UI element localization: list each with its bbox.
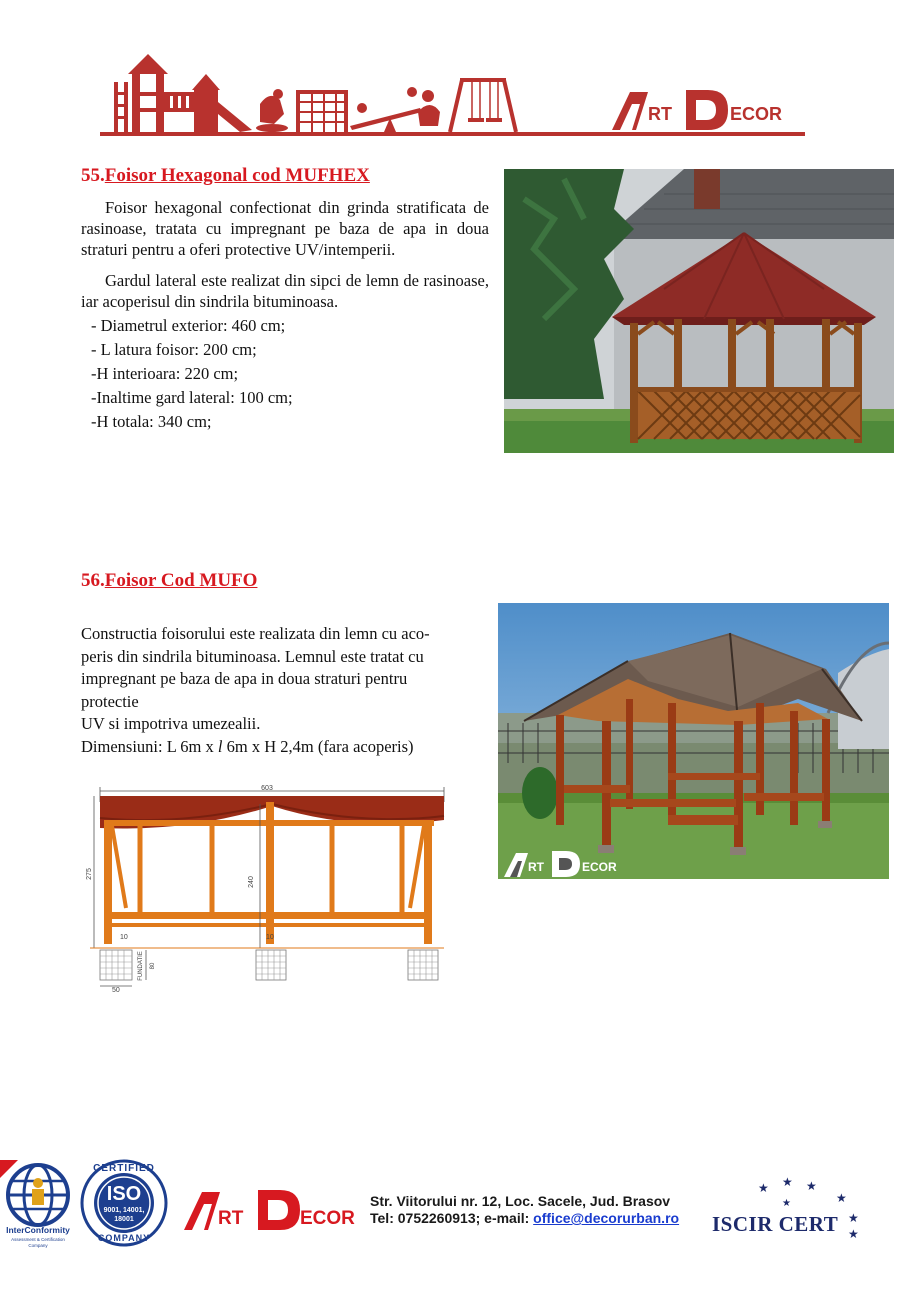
footer-brand-ecor: ECOR xyxy=(300,1208,355,1229)
square-gazebo-photo xyxy=(498,603,889,879)
footer-email-link[interactable]: office@decorurban.ro xyxy=(533,1210,680,1226)
artdecor-watermark-icon xyxy=(504,849,644,877)
spec-item: -Inaltime gard lateral: 100 cm; xyxy=(91,388,293,407)
spec-item: -H interioara: 220 cm; xyxy=(91,364,239,383)
iso-codes-text: 9001, 14001, xyxy=(103,1207,145,1214)
product-55-photo xyxy=(504,169,894,453)
interconformity-subtitle2: Company xyxy=(28,1243,48,1248)
dim-inner-height-label: 240 xyxy=(248,876,255,888)
header-brand-rt: RT xyxy=(648,104,672,124)
svg-text:★: ★ xyxy=(758,1181,769,1195)
svg-text:★: ★ xyxy=(848,1211,859,1225)
iso-bottom-text: COMPANY xyxy=(97,1233,151,1243)
iscir-cert-text: ISCIR CERT xyxy=(712,1212,839,1236)
dimensions-l: l xyxy=(217,736,223,756)
svg-text:★: ★ xyxy=(806,1179,817,1193)
iso-main-text: ISO xyxy=(106,1183,142,1205)
product-56-number: 56. xyxy=(81,570,105,591)
dim-post-label: 10 xyxy=(120,934,128,941)
dim-foundation-label: FUNDATIE xyxy=(138,951,144,981)
dim-post2-label: 10 xyxy=(266,934,274,941)
dim-width-label: 603 xyxy=(261,785,273,792)
globe-icon xyxy=(2,1163,74,1229)
product-55-description xyxy=(81,197,489,320)
footer-brand-rt: RT xyxy=(218,1208,244,1229)
description-line: UV si impotriva umezealii. xyxy=(81,714,261,733)
iso-codes-text-2: 18001 xyxy=(114,1216,134,1223)
spec-item: - L latura foisor: 200 cm; xyxy=(91,340,257,359)
gazebo-elevation-drawing xyxy=(82,782,452,994)
footer-brand-logo xyxy=(184,1188,364,1232)
watermark-ecor: ECOR xyxy=(582,860,617,874)
header-brand-ecor: ECOR xyxy=(730,104,783,124)
header-brand-logo xyxy=(612,86,802,130)
spec-item: - Diametrul exterior: 460 cm; xyxy=(91,316,286,335)
spec-item: -H totala: 340 cm; xyxy=(91,412,212,431)
product-55-specs xyxy=(81,314,293,434)
product-56-title: Foisor Cod MUFO xyxy=(104,570,258,591)
description-line: peris din sindrila bituminoasa. Lemnul este tratat cu xyxy=(81,646,424,666)
product-56-technical-drawing xyxy=(82,782,452,994)
footer-phone-line xyxy=(370,1210,700,1227)
hexagonal-gazebo-photo xyxy=(504,169,894,453)
iso-certified-badge xyxy=(80,1159,168,1247)
header-banner xyxy=(100,52,805,140)
svg-text:★: ★ xyxy=(836,1191,847,1205)
product-56-photo xyxy=(498,603,889,879)
description-line: protectie xyxy=(81,691,139,711)
dim-foundation-depth-label: 80 xyxy=(150,962,156,970)
footer-address: Str. Viitorului nr. 12, Loc. Sacele, Jud. Brasov xyxy=(370,1193,671,1209)
dimensions-prefix: Dimensiuni: L 6m x xyxy=(81,736,218,756)
svg-text:★: ★ xyxy=(782,1175,793,1189)
interconformity-name: InterConformity xyxy=(6,1225,70,1235)
svg-text:★: ★ xyxy=(848,1227,859,1241)
dim-total-height-label: 275 xyxy=(86,868,93,880)
description-line: impregnant pe baza de apa in doua straturi pentru xyxy=(81,669,408,688)
iso-top-text: CERTIFIED xyxy=(93,1163,155,1174)
footer-contact xyxy=(370,1193,700,1227)
product-55-paragraph-1: Foisor hexagonal confectionat din grinda stratificata de rasinoase, tratata cu impregnant pe baza de apa in doua straturi pentru a oferi protective UV/intemperii. xyxy=(81,198,489,259)
dimensions-rest: 6m x H 2,4m (fara acoperis) xyxy=(222,736,414,756)
product-55-heading xyxy=(81,165,370,187)
product-56-heading xyxy=(81,570,257,592)
dim-foundation-width-label: 50 xyxy=(112,987,120,994)
footer-tel: Tel: 0752260913; e-mail: xyxy=(370,1210,534,1226)
interconformity-logo xyxy=(2,1163,74,1249)
product-55-paragraph-2: Gardul lateral este realizat din sipci de lemn de rasinoase, iar acoperisul din sindrila bituminoasa. xyxy=(81,271,489,311)
interconformity-subtitle: Assessment & Certification xyxy=(11,1237,65,1242)
photo-watermark-logo xyxy=(504,849,644,877)
dimensions-line xyxy=(81,736,481,759)
product-56-description xyxy=(81,623,481,758)
watermark-rt: RT xyxy=(528,860,544,874)
svg-text:★: ★ xyxy=(782,1198,791,1209)
product-55-title: Foisor Hexagonal cod MUFHEX xyxy=(104,165,370,186)
iscir-cert-logo xyxy=(710,1172,874,1248)
description-line: Constructia foisorului este realizata din lemn cu aco- xyxy=(81,624,430,643)
product-55-number: 55. xyxy=(81,165,105,186)
